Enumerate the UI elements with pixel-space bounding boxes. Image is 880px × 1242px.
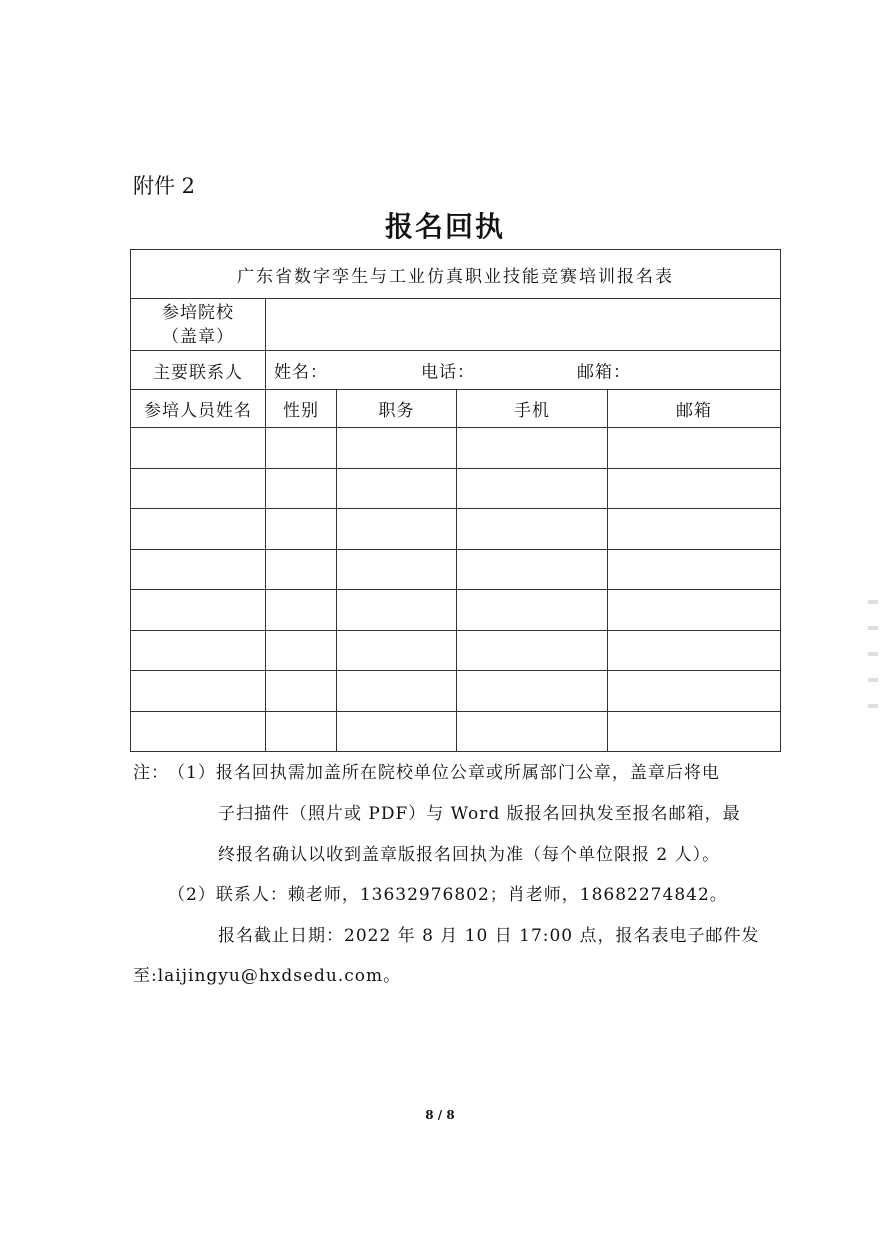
table-row <box>131 509 781 550</box>
column-header: 邮箱 <box>608 390 781 428</box>
table-cell[interactable] <box>337 590 457 631</box>
contact-email-label: 邮箱： <box>577 362 631 383</box>
table-cell[interactable] <box>131 590 266 631</box>
table-cell[interactable] <box>608 590 781 631</box>
registration-form-table <box>130 249 781 752</box>
column-header: 性别 <box>266 390 337 428</box>
table-cell[interactable] <box>457 671 608 712</box>
table-cell[interactable] <box>457 711 608 752</box>
table-cell[interactable] <box>608 509 781 550</box>
table-cell[interactable] <box>266 671 337 712</box>
table-cell[interactable] <box>266 549 337 590</box>
table-cell[interactable] <box>337 711 457 752</box>
column-header: 参培人员姓名 <box>131 390 266 428</box>
contact-phone-label: 电话： <box>421 362 475 383</box>
table-row <box>131 428 781 469</box>
table-cell[interactable] <box>131 711 266 752</box>
table-row <box>131 549 781 590</box>
table-cell[interactable] <box>266 711 337 752</box>
table-cell[interactable] <box>608 711 781 752</box>
table-cell[interactable] <box>131 509 266 550</box>
school-label <box>131 299 266 351</box>
table-cell[interactable] <box>266 428 337 469</box>
school-label-line1: 参培院校 <box>162 302 234 323</box>
table-cell[interactable] <box>457 590 608 631</box>
table-cell[interactable] <box>337 630 457 671</box>
note-item1-line2: 子扫描件（照片或 PDF）与 Word 版报名回执发至报名邮箱，最 <box>218 804 741 824</box>
table-row <box>131 671 781 712</box>
contact-name-label: 姓名： <box>274 362 328 383</box>
table-row <box>131 630 781 671</box>
table-cell[interactable] <box>266 468 337 509</box>
table-cell[interactable] <box>131 428 266 469</box>
table-cell[interactable] <box>608 468 781 509</box>
table-cell[interactable] <box>457 468 608 509</box>
table-cell[interactable] <box>266 590 337 631</box>
table-cell[interactable] <box>131 671 266 712</box>
table-cell[interactable] <box>337 509 457 550</box>
deadline-line2: 至:laijingyu@hxdsedu.com。 <box>133 966 402 986</box>
table-cell[interactable] <box>457 428 608 469</box>
table-row <box>131 468 781 509</box>
note-item2: （2）联系人：赖老师，13632976802；肖老师，18682274842。 <box>168 885 728 905</box>
table-cell[interactable] <box>608 671 781 712</box>
page-number: 8 / 8 <box>425 1108 455 1122</box>
table-cell[interactable] <box>131 549 266 590</box>
contact-label: 主要联系人 <box>131 351 266 390</box>
table-cell[interactable] <box>131 468 266 509</box>
table-cell[interactable] <box>266 630 337 671</box>
document-title: 报名回执 <box>384 210 505 243</box>
notes-prefix: 注： <box>133 763 169 783</box>
table-cell[interactable] <box>131 630 266 671</box>
table-row <box>131 590 781 631</box>
table-cell[interactable] <box>608 428 781 469</box>
table-cell[interactable] <box>266 509 337 550</box>
attachment-label: 附件 2 <box>133 174 196 198</box>
contact-field[interactable] <box>266 351 781 390</box>
school-label-line2: （盖章） <box>162 326 234 347</box>
table-cell[interactable] <box>337 428 457 469</box>
table-cell[interactable] <box>457 509 608 550</box>
deadline-line1: 报名截止日期：2022 年 8 月 10 日 17:00 点，报名表电子邮件发 <box>218 926 760 946</box>
note-item1-line1: （1）报名回执需加盖所在院校单位公章或所属部门公章，盖章后将电 <box>168 763 720 783</box>
table-cell[interactable] <box>337 671 457 712</box>
table-row <box>131 711 781 752</box>
form-title: 广东省数字孪生与工业仿真职业技能竞赛培训报名表 <box>131 250 781 299</box>
table-cell[interactable] <box>337 549 457 590</box>
school-field[interactable] <box>266 299 781 351</box>
table-cell[interactable] <box>457 630 608 671</box>
table-cell[interactable] <box>337 468 457 509</box>
scan-edge-mark <box>868 600 878 730</box>
note-item1-line3: 终报名确认以收到盖章版报名回执为准（每个单位限报 2 人）。 <box>218 845 721 865</box>
column-header-row <box>131 390 781 428</box>
table-cell[interactable] <box>457 549 608 590</box>
table-cell[interactable] <box>608 549 781 590</box>
column-header: 职务 <box>337 390 457 428</box>
column-header: 手机 <box>457 390 608 428</box>
table-cell[interactable] <box>608 630 781 671</box>
